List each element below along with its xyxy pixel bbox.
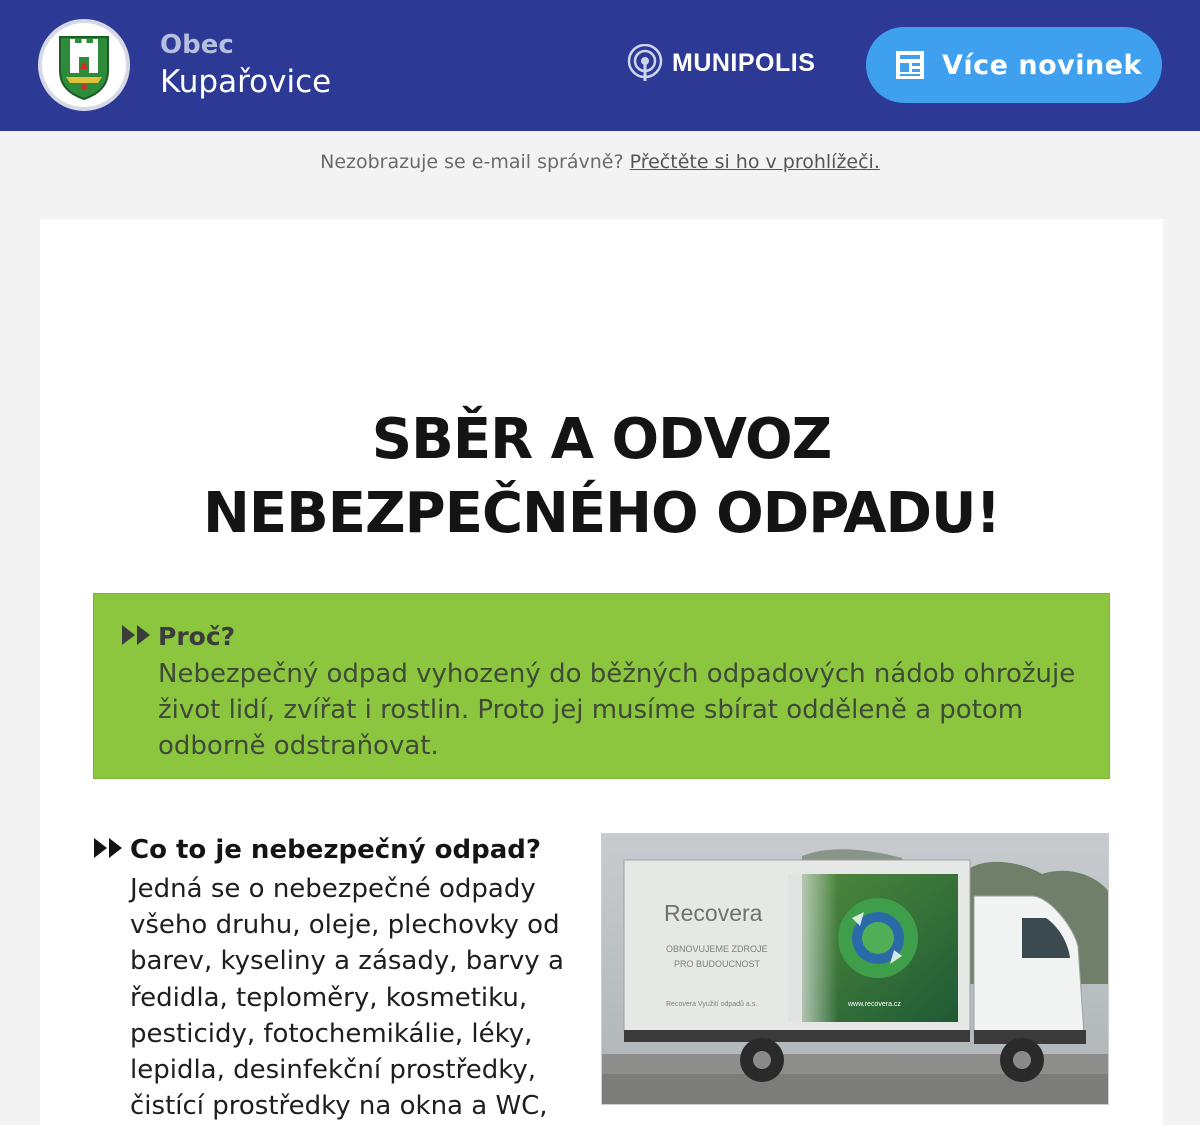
truck-illustration	[602, 834, 1109, 1105]
article-card	[40, 219, 1163, 1125]
header-bar	[0, 0, 1200, 131]
what-text: Jedná se o nebezpečné odpady všeho druhu, oleje, plechovky od barev, kyseliny a zásady, barvy a ředidla, teploměry, kosmetiku, pesticidy, fotochemikálie, léky, lepidla, desinfekční prostředky, čistící prostředky na okna a WC,	[130, 874, 564, 1122]
headline-line-2: NEBEZPEČNÉHO ODPADU!	[203, 481, 1000, 546]
more-news-label: Více novinek	[942, 49, 1142, 81]
municipality-logo[interactable]	[38, 19, 130, 111]
double-arrow-icon	[120, 624, 154, 646]
view-in-browser-link[interactable]: Přečtěte si ho v prohlížeči.	[629, 151, 880, 173]
town-type-label: Obec	[160, 30, 234, 60]
broadcast-icon	[626, 44, 664, 82]
browser-view-notice	[0, 151, 1200, 173]
headline-line-1: SBĚR A ODVOZ	[371, 407, 832, 472]
notice-text: Nezobrazuje se e-mail správně?	[320, 151, 624, 173]
truck-company-text: Recovera Využití odpadů a.s.	[666, 1001, 758, 1008]
why-text: Nebezpečný odpad vyhozený do běžných odpadových nádob ohrožuje život lidí, zvířat i rostlin. Proto jej musíme sbírat odděleně a potom odborně odstraňovat.	[158, 659, 1076, 761]
truck-brand-text: Recovera	[664, 900, 763, 926]
article-headline	[40, 403, 1163, 551]
truck-slogan-line1: OBNOVUJEME ZDROJE	[666, 944, 768, 954]
truck-website-text: www.recovera.cz	[848, 1001, 901, 1008]
more-news-button[interactable]	[866, 27, 1162, 103]
munipolis-brand[interactable]	[626, 42, 815, 84]
newspaper-icon	[894, 49, 926, 81]
why-section	[93, 593, 1110, 779]
recovera-truck-photo	[601, 833, 1109, 1105]
coat-of-arms-icon	[54, 33, 114, 101]
town-name: Kupařovice	[160, 64, 332, 100]
what-title: Co to je nebezpečný odpad?	[130, 835, 541, 865]
double-arrow-icon	[92, 837, 126, 859]
munipolis-wordmark: MUNIPOLIS	[672, 48, 816, 77]
why-title: Proč?	[158, 622, 236, 651]
truck-slogan-line2: PRO BUDOUCNOST	[674, 959, 761, 969]
